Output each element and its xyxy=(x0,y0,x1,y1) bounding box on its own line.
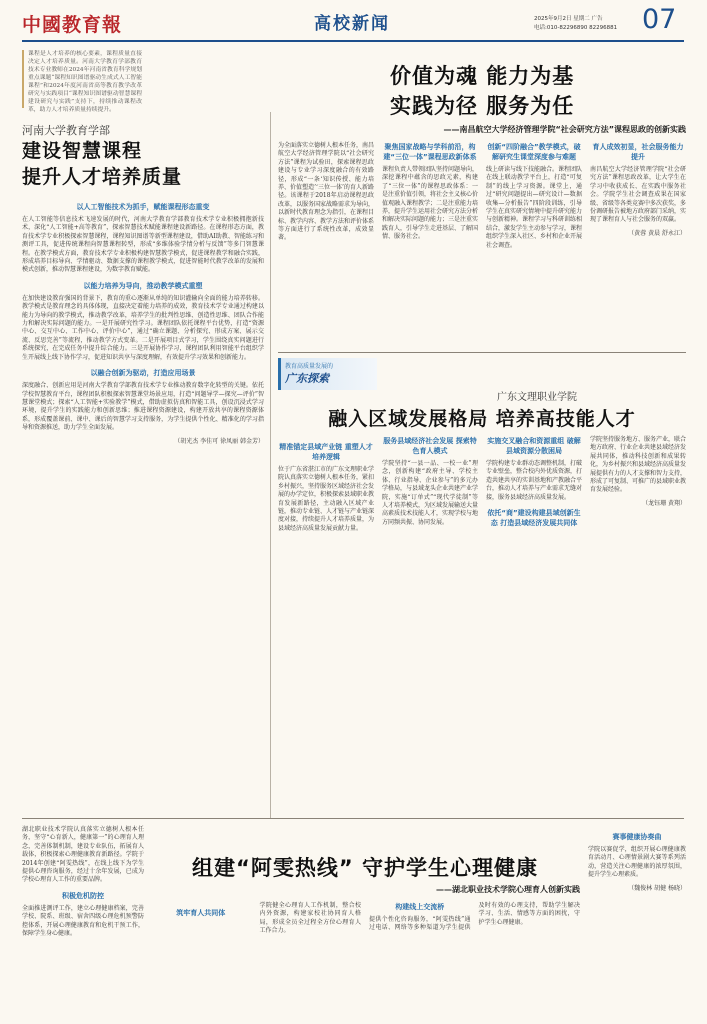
art3-paragraph-1: 位于广东省湛江市的广东文理职业学院认真落实立德树人根本任务，紧扣乡村振兴，坚持服务区域经济社会发展的办学定位，积极探索县域职业教育发展新路径，主动融入区域产业链，推动专业链、人才链与产业链深度对接，持续提升人才培养质量，为县域经济高质量发展贡献力量。 xyxy=(278,466,375,532)
art2-paragraph-4: 南昌航空大学经济管理学院“社会研究方法”课程思政改革，让大学生在学习中收获成长、在实践中服务社会。学院学生社会调查成果在国家级、省级等各类竞赛中多次获奖，多份调研报告被地方政府部门采纳，实现了课程育人与社会服务的双赢。 xyxy=(590,166,687,224)
art4-authors: （魏俊林 胡健 杨晓） xyxy=(628,884,686,892)
date-line: 2025年9月2日 星期二 广告 xyxy=(534,16,603,22)
art1-subhead-1: 以人工智能技术为抓手，赋能课程形态重变 xyxy=(76,203,210,211)
art3-subhead-2: 服务县域经济社会发展 探索特色育人模式 xyxy=(383,437,477,455)
art2-subhead-1: 聚焦国家战略与学科前沿，构建“三位一体”课程思政新体系 xyxy=(383,143,477,161)
art3-paragraph-3: 学院构建专业群动态调整机制，打破专业壁垒，整合校内外优质资源，打造共建共享的实训基地和产教融合平台，推动人才培养与产业需求无缝对接，服务县域经济高质量发展。 xyxy=(486,460,583,501)
art4-subhead-1: 积极危机防控 xyxy=(62,891,104,900)
bottom-section-rule xyxy=(22,818,684,819)
art4-left-column xyxy=(22,826,144,1018)
art2-title-line1: 价值为魂 能力为基 xyxy=(390,64,575,88)
art1-authors: （胡光杰 李佳可 徐凤丽 韩金芳） xyxy=(174,437,264,445)
art2-paragraph-1: 为全面落实立德树人根本任务，南昌航空大学经济管理学院以“社会研究方法”课程为试验田，探索课程思政建设与专业学习深度融合的有效路径，形成“一条‘知识传授、能力培养、价值塑造’‘三位一体’的育人新路径。该课程于2018年启动课程思政改革，以服务国家战略需求为导向，以新时代教育理念为指引，在课程目标、教学内容、教学方法和评价体系等方面进行了系统性改革，成效显著。 xyxy=(278,142,375,242)
art4-subhead-2: 筑牢育人共同体 xyxy=(176,909,226,917)
art1-title-line1: 建设智慧课程 xyxy=(22,140,143,162)
newspaper-logo: 中國教育報 xyxy=(22,14,123,36)
art2-subhead-2: 创新“四阶融合”教学模式，破解研究生课堂深度参与难题 xyxy=(487,143,581,161)
art2-subhead-3: 育人成效初显，社会服务能力提升 xyxy=(592,143,684,161)
art4-paragraph-4: 提供个性化咨询服务，“阿雯热线”通过电话、网络等多种渠道为学生提供及时有效的心理支持，帮助学生解决学习、生活、情感等方面的困扰，守护学生心理健康。 xyxy=(369,902,580,932)
masthead-rule xyxy=(22,40,684,42)
art1-subhead-3: 以融合创新为驱动，打造应用场景 xyxy=(90,369,196,378)
masthead xyxy=(0,0,707,44)
art2-paragraph-3: 线上研读与线下技能融合。课程团队在线上联动教学平台上，打造“可复制”的线上学习资源。课堂上，通过“研究问题提出—研究设计—数据收集—分析报告”四阶段训练，引导学生在真实研究情境中提升研究能力与创新精神。课程学习与科研训练相结合，激发学生主动参与学习，课程组织学生深入社区、乡村和企业开展社会调查。 xyxy=(486,166,583,249)
art2-bottom-rule xyxy=(278,352,686,353)
art1-subhead-2: 以能力培养为导向，推动教学模式重塑 xyxy=(83,281,203,290)
art2-paragraph-2: 课程负责人带领团队坚持问题导向，深挖课程中蕴含的思政元素，构建了“三位一体”的课程思政体系：一是注重价值引领，将社会主义核心价值观融入课程教学；二是注重能力培养，提升学生运用社会研究方法分析和解决实际问题的能力；三是注重实践育人，引导学生走进基层、了解国情、服务社会。 xyxy=(382,166,479,241)
art1-title-line2: 提升人才培养质量 xyxy=(22,166,183,188)
art4-title: 组建“阿雯热线” 守护学生心理健康 xyxy=(192,856,538,880)
art2-authors: （黄蓉 黄晨 舒永江） xyxy=(628,229,686,237)
art1-paragraph-2: 在加快建设教育强国的背景下，教育的重心逐渐从单纯的知识灌输向全面的能力培养转移。教学模式是教育理念的具体体现，直接决定着能力培养的成效，教育技术学专业通过构建以能力为导向的教学模式，推动教学改革，培养学生的批判性思维、创造性思维、团队合作能力和解决实际问题的能力。一是开展研究性学习。课程团队依托课程平台优势，打造“资源中心、交互中心、工作中心、评价中心”，通过“确立课题、分析探究、形成方案、展示交流、反思完善”等流程，推动教学方式变革。二是开展项目式学习，学生围绕真实问题进行系统探究，在完成任务中提升综合能力。三是开展协作学习，课程团队利用智能平台组织学生开展线上线下协作学习，促进知识共享与深度理解，有效提升学习效果和创新能力。 xyxy=(22,294,264,361)
art1-paragraph-1: 在人工智能等信息技术飞速发展的时代，河南大学教育学部教育技术学专业积极拥抱新技术，深化“人工智能+高等教育”，探索智慧技术赋能课程建设新路径。在课程形态方面，教育技术学专业积极探索智慧课程，课程知识图谱等新型课程建设，借助AI助教、智能练习和测评工具，促进传统课程向智慧课程转型，形成“多维体验学情分析与反馈”等多门智慧课程。在教学模式方面，教育技术学专业积极构建智慧教学模式，促进课程教学和融合实践，形成培养目标导向、学情驱动、数据支撑的课程教学模式，促进智能时代教学改革的发展和模式创新，推动智慧课程建设，为数字教育赋能。 xyxy=(22,216,264,274)
art3-subhead-4: 依托“商”建设构建县域创新生态 打造县域经济发展共同体 xyxy=(487,509,581,528)
art2-title-line2: 实践为径 服务为任 xyxy=(390,94,575,118)
intro-text: 课程是人才培养的核心要素，课程质量直接决定人才培养质量。河南大学教育学部教育技术专业教师在2024年河南省教育科学规划重点课题“课程知识图谱驱动生成式人工智能课程”和2024年度河南省高等教育教学改革研究与实践项目“课程知识图谱驱动智慧课程建设研究与实践”支持下，持续推动课程改革，助力人才培养质量持续提升。 xyxy=(22,50,142,108)
section-title: 高校新闻 xyxy=(314,14,390,34)
art3-subhead-1: 精准锚定县域产业链 重塑人才培养逻辑 xyxy=(279,443,373,461)
art4-right-column xyxy=(588,826,686,1018)
art3-banner-big: 广东探索 xyxy=(285,372,329,385)
art4-main-columns xyxy=(150,902,580,1018)
art3-subhead-3: 实施交叉融合和资源重组 破解县域资源分散困局 xyxy=(487,437,581,455)
art4-paragraph-1: 湖北职业技术学院认真落实立德树人根本任务，坚守“心育新人，健康第一”的心理育人理念，完善体制机制，建设专业队伍，拓展育人载体，积极探索心理健康教育新路径。学院于2014年创建“阿雯热线”，在线上线下为学生提供心理咨询服务，经过十余年发展，已成为学校心理育人工作的重要品牌。 xyxy=(22,826,144,884)
phone-line: 电话:010-82296890 82296881 xyxy=(534,25,618,31)
column-divider-left xyxy=(270,112,271,818)
art3-series-banner xyxy=(278,358,377,390)
art3-kicker: 广东文理职业学院 xyxy=(497,392,577,403)
art4-paragraph-3: 学院健全心理育人工作机制，整合校内外资源，构建家校社协同育人格局，形成全员全过程全方位心理育人工作合力。 xyxy=(259,902,361,935)
art3-body xyxy=(278,436,686,814)
page-number: 07 xyxy=(642,4,677,35)
art1-paragraph-3: 深度融合、创新应用是河南大学教育学部教育技术学专业推动教育数字化转型的关键。依托学校智慧教育平台，课程团队积极探索智慧课堂场景应用，打造“问题导学—探究—评价”智慧课堂模式；探索“人工智能+实验教学”模式，借助虚拟仿真和智能工具，创设沉浸式学习环境，提升学生的实践能力和创新思维；推进课程资源建设，构建开放共享的课程资源体系，形成覆盖课前、课中、课后的智慧学习支持服务，为学生提供个性化、精准化的学习指导和资源推送，助力学生全面发展。 xyxy=(22,382,264,432)
art4-subtitle: ——湖北职业技术学院心理育人创新实践 xyxy=(436,885,580,894)
art1-kicker: 河南大学教育学部 xyxy=(22,124,110,137)
art2-body xyxy=(278,142,686,346)
art1-body xyxy=(22,196,264,816)
art3-authors: （龙钰珊 黄翔） xyxy=(642,499,686,507)
art4-subhead-4: 赛事健康协奏曲 xyxy=(612,833,662,841)
art2-subtitle: ——南昌航空大学经济管理学院“社会研究方法”课程思政的创新实践 xyxy=(443,125,686,134)
art3-paragraph-2: 学院坚持“一县一品、一校一业”理念，创新构建“政府主导、学校主体、行业指导、企业参与”的多元办学格局，与县域龙头企业共建产业学院，实施“订单式”“现代学徒制”等人才培养模式，为区域发展输送大量高素质技术技能人才，实现学校与地方同频共振、协同发展。 xyxy=(382,460,479,526)
art4-paragraph-2: 全面推进测评工作，建立心理健康档案，完善学校、院系、班级、宿舍四级心理危机预警防控体系，开展心理健康教育和危机干预工作，保障学生身心健康。 xyxy=(22,904,144,938)
art3-paragraph-4: 学院坚持服务地方、服务产业，联合地方政府、行业企业共建县域经济发展共同体，推动科技创新和成果转化，为乡村振兴和县域经济高质量发展提供有力的人才支撑和智力支持，形成了可复制、可推广的县域职业教育发展经验。 xyxy=(590,436,687,494)
art4-subhead-3: 构建线上交流桥 xyxy=(395,903,445,911)
art4-paragraph-5: 学院以赛促学，组织开展心理健康教育活动月、心理情景剧大赛等系列活动，营造关注心理健康的浓厚氛围，提升学生心理素质。 xyxy=(588,846,686,879)
art3-banner-small: 教育高质量发展的 xyxy=(285,363,334,370)
art3-title: 融入区域发展格局 培养高技能人才 xyxy=(328,408,636,430)
